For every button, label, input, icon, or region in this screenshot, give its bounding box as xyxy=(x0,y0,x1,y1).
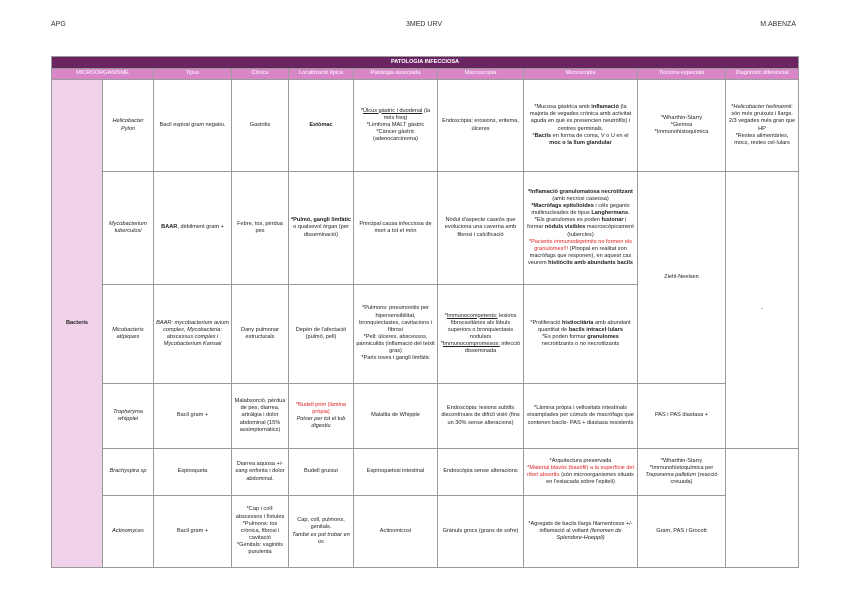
col-header-tipus: Tipus xyxy=(154,69,232,80)
table-row xyxy=(52,496,799,568)
cell-macroscopia: Grànuls grocs (grans de sofre) xyxy=(438,496,524,568)
cell-microscopia: *Arquitectura preservada *Material blavós (basòfil) a la superfície del ribet absortiu (són microorganismes situats en l'estacada sobre l'epiteli) xyxy=(524,449,638,496)
organism-name: Tropheryma whipplei xyxy=(103,384,154,449)
table-title: PATOLOGIA INFECCIOSA xyxy=(52,57,799,69)
cell-tincions: *Wharthin-Starry *Giemsa *Immunohistoquímica xyxy=(638,80,726,172)
cell-patologia: Espiroquetosi intestinal xyxy=(354,449,438,496)
col-header-diagnostic: Diagnòstic diferencial xyxy=(726,69,799,80)
column-header-row xyxy=(52,69,799,80)
cell-patologia: *Pulmons: pneumonitis per hipersensibilitat, bronquiectasies, cavitacions i fibrosi *Pell: úlceres, abscessos, panniculitis (inflamació del teixit gras) *Parts toves i gangli limfàtic xyxy=(354,285,438,384)
cell-tipus: Bacil gram + xyxy=(154,496,232,568)
table-row xyxy=(52,449,799,496)
cell-clinica: Malabsorció, pèrdua de pes, diarrea, artràlgia i dolor abdominal (15% assimptomàtics) xyxy=(232,384,289,449)
group-bacteris: Bacteris xyxy=(52,80,103,568)
cell-localitzacio: *Budell prim (làmina pròpia) Potser per tot el tub digestiu xyxy=(289,384,354,449)
cell-localitzacio: *Pulmó, gangli limfàtic o qualsevol òrgan (per disseminació) xyxy=(289,172,354,285)
header-left: APG xyxy=(51,21,66,28)
col-header-microorganisme: MICROORGANISME xyxy=(52,69,154,80)
cell-tipus: Espiroqueta xyxy=(154,449,232,496)
cell-tincions: Gram, PAS i Grocott xyxy=(638,496,726,568)
cell-tipus: Bacil gram + xyxy=(154,384,232,449)
organism-name: Actinomyces xyxy=(103,496,154,568)
cell-macroscopia: Endoscòpia: lesions subtils discontínues de difícil visió (fins un 30% sense alteracions) xyxy=(438,384,524,449)
cell-clinica: Febre, tos, pèrdua pes xyxy=(232,172,289,285)
cell-macroscopia: Endoscòpia: erosions, eritema, úlceres xyxy=(438,80,524,172)
table-row xyxy=(52,80,799,172)
cell-tipus: Bacil espiral gram negatiu. xyxy=(154,80,232,172)
table-row xyxy=(52,172,799,285)
cell-patologia: Malaltia de Whipple xyxy=(354,384,438,449)
organism-name: Mycobacterium tuberculosi xyxy=(103,172,154,285)
cell-patologia: *Úlcus gàstric i duodenal (la més freq) *Limfoma MALT gàstric *Càncer gàstric (adenocarcinoma) xyxy=(354,80,438,172)
cell-tincions: Ziehl-Neelsen xyxy=(638,172,726,384)
cell-patologia: Actinomicosi xyxy=(354,496,438,568)
cell-macroscopia: Endoscòpia sense alteracions xyxy=(438,449,524,496)
cell-microscopia: *Làmina pròpia i vellositats intestinals eixamplades per cúmuls de macròfags que contenen bacils- PAS + diastasa resistents xyxy=(524,384,638,449)
col-header-macroscopia: Macroscopia xyxy=(438,69,524,80)
cell-microscopia: *Inflamació granulomatosa necrotitzant (amb necrosi caseosa) *Macròfags epitelioides i cèls gegants multinucleades de tipus Langhermans. *Els granulomes es poden fusionar i formar nòduls visibles macroscòpicament (tubercles) *Pacients immunodeprimits no formen els granulomes!!! (Plnopal en realitat son macròfags que responen), en aquest cas veurem histiòcits amb abundants bacils xyxy=(524,172,638,285)
cell-microscopia: *Mucosa gàstrica amb inflamació (la majoria de vegades crònica amb activitat aguda en què es presencien neutròfils) i centres germinals. *Bacils en forma de coma, V o U en el moc o la llum glandular xyxy=(524,80,638,172)
cell-localitzacio: Depèn de l'afectació (pulmó, pell) xyxy=(289,285,354,384)
organism-name: Micobacteris atípiques xyxy=(103,285,154,384)
cell-diagnostic xyxy=(726,449,799,568)
cell-clinica: Dany pulmonar estructurals xyxy=(232,285,289,384)
cell-diagnostic: *Helicobacter heilmannii: són més gruixuts i llargs. 2/3 vegades més gran que HP *Restes alimentàries, mocs, restes cel·lulars xyxy=(726,80,799,172)
cell-macroscopia: *Immunocompetents: lesions fibrocavitàries als lòbuls superiors o bronquiectasis nodulars *Immunocompromesos: infecció disseminada xyxy=(438,285,524,384)
cell-localitzacio: Estòmac xyxy=(289,80,354,172)
cell-tipus: BAAR: mycobacterium avium complex, Mycobacteria: abscessus complex i Mycobacterium Kansaii xyxy=(154,285,232,384)
organism-name: Helicobacter Pylori xyxy=(103,80,154,172)
col-header-patologia: Patologia associada xyxy=(354,69,438,80)
cell-microscopia: *Proliferació histiocitària amb abundant quantitat de bacils intracel·lulars *Es poden formar granulomes necrotitzants o no necrotitzants xyxy=(524,285,638,384)
header-right: M.ABENZA xyxy=(760,21,796,28)
cell-clinica: Diarrea aquosa +/- sang enfonta i dolor abdominal. xyxy=(232,449,289,496)
organism-name: Brachyspira sp xyxy=(103,449,154,496)
col-header-clinica: Clínica xyxy=(232,69,289,80)
cell-tincions: *Wharthin-Starry *Immunohistoquímica per Treponema pallidum (reacció creuada) xyxy=(638,449,726,496)
cell-tincions: PAS i PAS diastasa + xyxy=(638,384,726,449)
col-header-microscopia: Microscopia xyxy=(524,69,638,80)
cell-localitzacio: Budell gruixut xyxy=(289,449,354,496)
cell-diagnostic: - xyxy=(726,172,799,449)
header-center: 3MED URV xyxy=(405,21,443,28)
cell-clinica: Gastritis xyxy=(232,80,289,172)
col-header-tincions: Tincions especials xyxy=(638,69,726,80)
cell-tipus: BAAR, dèbilment gram + xyxy=(154,172,232,285)
cell-patologia: Principal causa infecciosa de mort a tot el món xyxy=(354,172,438,285)
cell-macroscopia: Nòdul d'aspecte caseós que evoluciona una caverna amb fibrosi i calcificació xyxy=(438,172,524,285)
cell-clinica: *Cap i coll: abscessos i fístules *Pulmons: tos crònica, fibrosi i cavitació *Genitals: vaginitis purulenta xyxy=(232,496,289,568)
cell-microscopia: *Agregats de bacils llargs filamentosos +/- inflamació al voltant (fenomen de Splendore-Hoeppli) xyxy=(524,496,638,568)
pathology-table xyxy=(51,56,799,568)
col-header-localitzacio: Localització típica xyxy=(289,69,354,80)
table-row xyxy=(52,384,799,449)
cell-localitzacio: Cap, coll, pulmons, genitals. També es pot trobar en os xyxy=(289,496,354,568)
